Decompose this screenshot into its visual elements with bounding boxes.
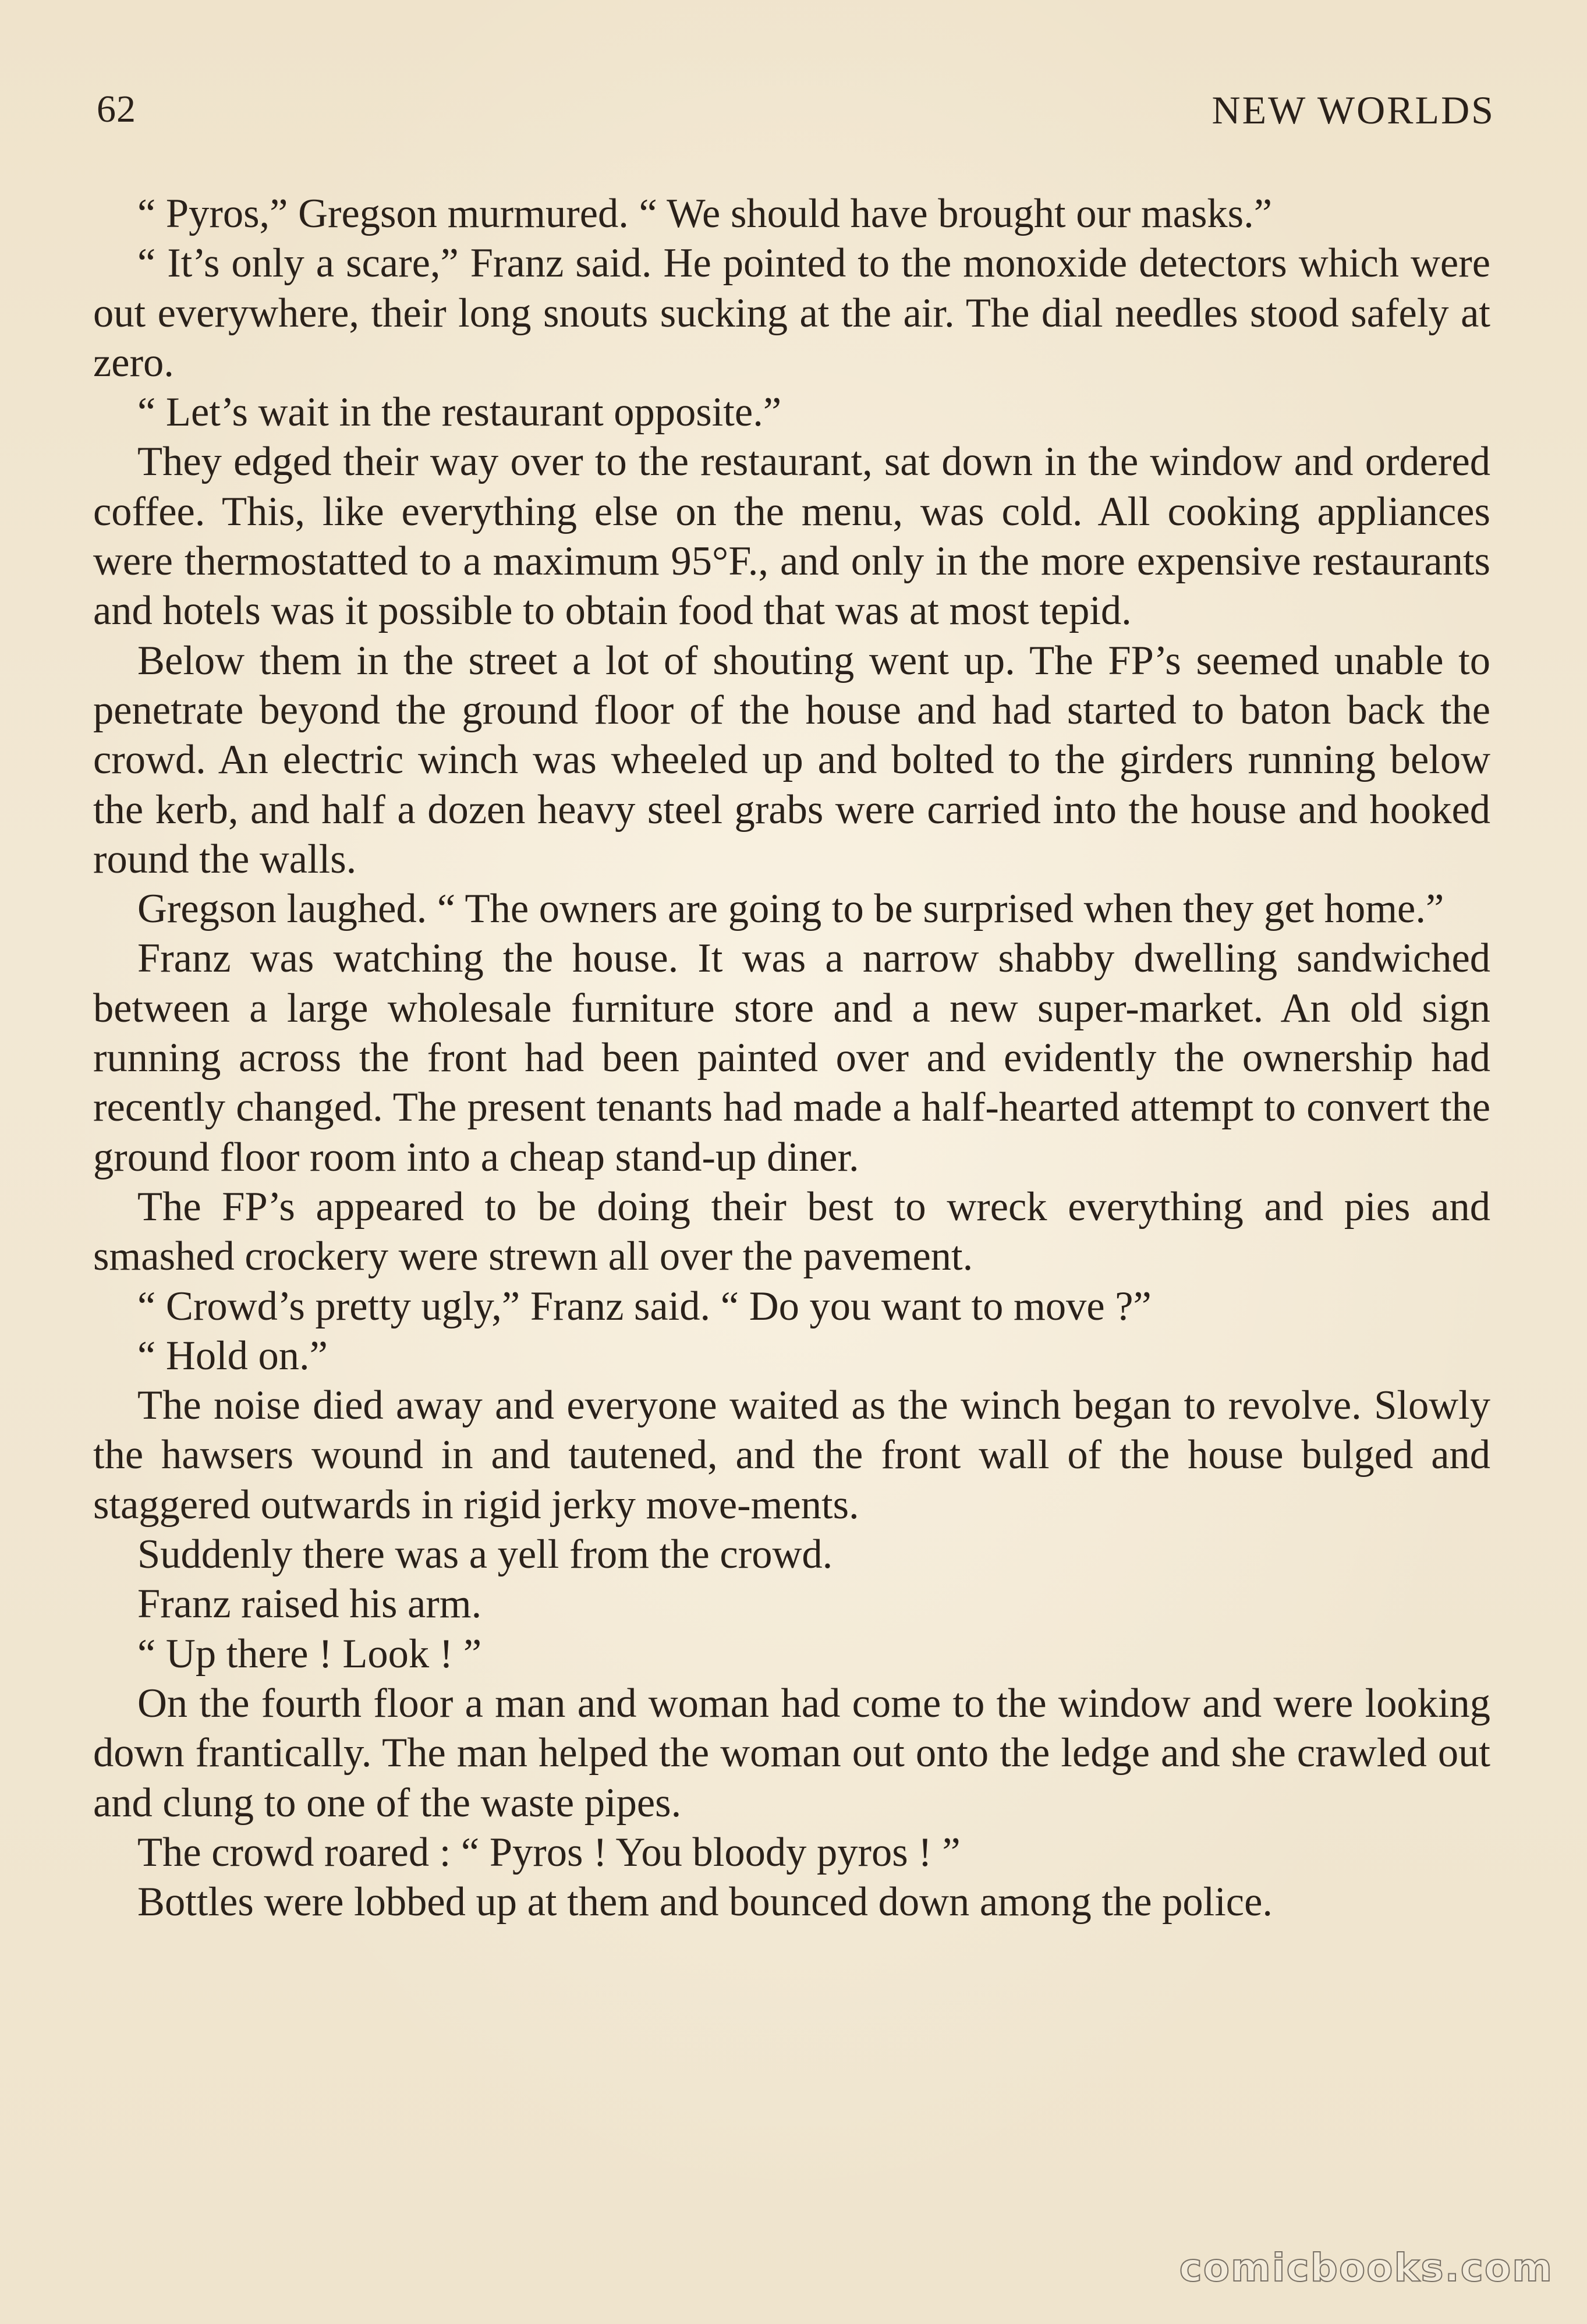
running-head: NEW WORLDS (1211, 88, 1495, 132)
page-number: 62 (97, 88, 136, 130)
paragraph: The noise died away and everyone waited as the winch began to revolve. Slowly the hawsers wound in and tautened, and the front wall of the house bulged and staggered outwards in rigid jerky move-ments. (93, 1383, 1490, 1528)
paragraph: Bottles were lobbed up at them and bounced down among the police. (137, 1879, 1273, 1925)
paragraph: Suddenly there was a yell from the crowd. (137, 1532, 833, 1578)
paragraph: “ It’s only a scare,” Franz said. He pointed to the monoxide detectors which were out everywhere, their long snouts sucking at the air. The dial needles stood safely at zero. (93, 240, 1490, 385)
paragraph: The crowd roared : “ Pyros ! You bloody pyros ! ” (137, 1829, 961, 1875)
paragraph: “ Up there ! Look ! ” (137, 1631, 482, 1677)
paragraph: They edged their way over to the restaurant, sat down in the window and ordered coffee. This, like everything else on the menu, was cold. All cooking appliances were thermostatted to a maximum 95°F., and only in the more expensive restaurants and hotels was it possible to obtain food that was at most tepid. (93, 439, 1490, 634)
page-header (97, 87, 1495, 151)
paragraph: Gregson laughed. “ The owners are going to be surprised when they get home.” (137, 886, 1444, 932)
paragraph: “ Let’s wait in the restaurant opposite.” (137, 389, 782, 435)
paragraph: On the fourth floor a man and woman had come to the window and were looking down frantically. The man helped the woman out onto the ledge and she crawled out and clung to one of the waste pipes. (93, 1680, 1490, 1826)
watermark: comicbooks.com (1179, 2245, 1553, 2290)
paragraph: “ Crowd’s pretty ugly,” Franz said. “ Do you want to move ?” (137, 1283, 1152, 1329)
paragraph: The FP’s appeared to be doing their best to wreck everything and pies and smashed crockery were strewn all over the pavement. (93, 1184, 1490, 1280)
paragraph: Below them in the street a lot of shouting went up. The FP’s seemed unable to penetrate beyond the ground floor of the house and had started to baton back the crowd. An electric winch was wheeled up and bolted to the girders running below the kerb, and half a dozen heavy steel grabs were carried into the house and hooked round the walls. (93, 637, 1490, 882)
paragraph: Franz was watching the house. It was a narrow shabby dwelling sandwiched between a large wholesale furniture store and a new super-market. An old sign running across the front had been painted over and evidently the ownership had recently changed. The present tenants had made a half-hearted attempt to convert the ground floor room into a cheap stand-up diner. (93, 936, 1490, 1180)
paragraph: “ Hold on.” (137, 1333, 328, 1379)
body-text (93, 189, 1490, 1927)
paragraph: “ Pyros,” Gregson murmured. “ We should have brought our masks.” (137, 191, 1273, 236)
paragraph: Franz raised his arm. (137, 1581, 482, 1627)
